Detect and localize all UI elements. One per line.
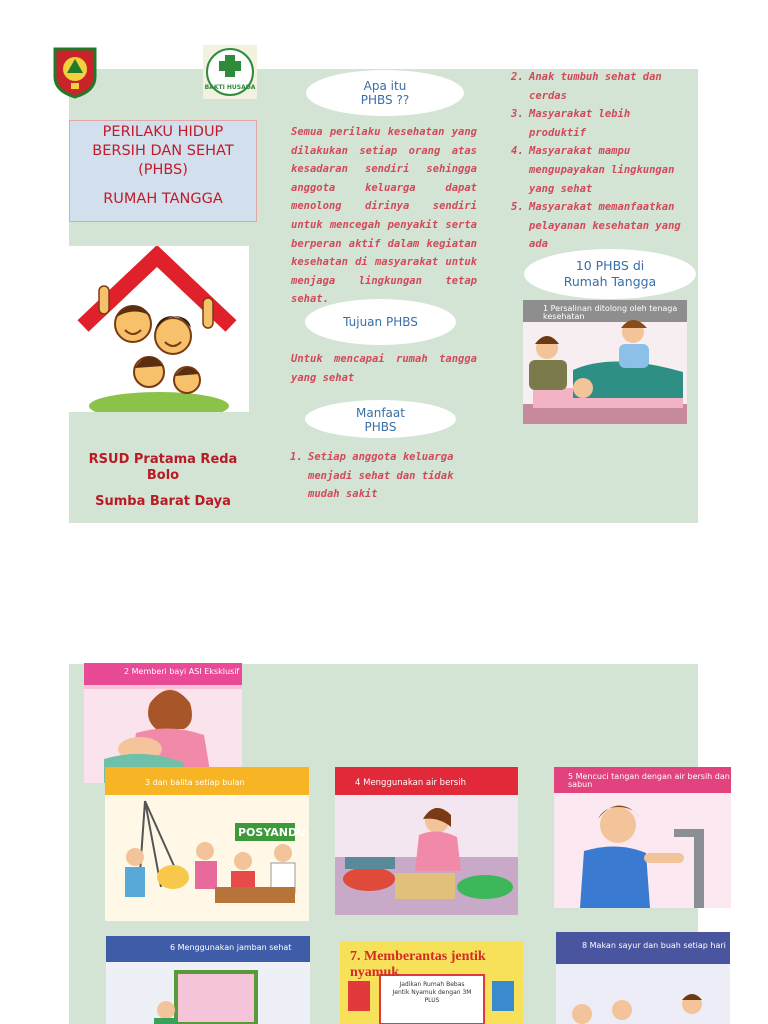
manfaat-line-1: Manfaat	[356, 406, 405, 420]
phbs-card-2-breastfeeding	[84, 663, 242, 783]
apa-itu-phbs-text: Semua perilaku kesehatan yang dilakukan setiap orang atas kesadaran sendiri sehingga anggota keluarga dapat menolong dirinya sendiri untuk mencegah penyakit serta berperan aktif dalam kegiatan kesehatan di masyarakat untuk menjaga lingkungan tetap sehat.	[291, 126, 477, 306]
manfaat-item: 3. Masyarakat lebih produktif	[511, 108, 631, 139]
manfaat-phbs-heading	[305, 400, 456, 438]
ten-phbs-line-2: Rumah Tangga	[563, 274, 657, 289]
card-7-poster-text: Jadikan Rumah Bebas Jentik Nyamuk dengan 3M PLUS	[392, 981, 472, 1004]
card-5-caption: 5 Mencuci tangan dengan air bersih dan sabun	[568, 772, 730, 789]
manfaat-item: 2. Anak tumbuh sehat dan cerdas	[511, 71, 662, 102]
phbs-card-4-clean-water	[335, 767, 518, 915]
phbs-card-5-handwashing	[554, 767, 731, 908]
manfaat-item: 5. Masyarakat memanfaatkan pelayanan kesehatan yang ada	[511, 201, 681, 251]
bakti-husada-logo	[203, 45, 257, 99]
posyandu-sign: POSYANDU	[238, 826, 307, 839]
phbs-card-6-latrine	[106, 936, 310, 1024]
card-3-caption: 3 dan balita setiap bulan	[145, 778, 245, 787]
phbs-card-8-vegetables	[556, 932, 730, 1024]
phbs-card-1-childbirth	[523, 300, 687, 424]
org-line-3: Sumba Barat Daya	[95, 494, 231, 509]
org-line-2: Bolo	[146, 468, 180, 483]
tujuan-phbs-text: Untuk mencapai rumah tangga yang sehat	[291, 353, 477, 384]
manfaat-item: 1. Setiap anggota keluarga menjadi sehat dan tidak mudah sakit	[290, 451, 454, 501]
card-4-caption: 4 Menggunakan air bersih	[355, 778, 466, 788]
apa-itu-phbs-heading	[306, 70, 464, 116]
card-1-caption: 1 Persalinan ditolong oleh tenaga kesehatan	[543, 304, 678, 321]
card-7-caption: 7. Memberantas jentik nyamuk	[350, 949, 486, 980]
organization-name	[69, 452, 257, 510]
manfaat-item: 4. Masyarakat mampu mengupayakan lingkungan yang sehat	[511, 145, 675, 195]
tujuan-phbs-heading	[305, 299, 456, 345]
title-line-3: (PHBS)	[138, 162, 188, 178]
phbs-card-3-posyandu	[105, 767, 309, 921]
org-line-1: RSUD Pratama Reda	[88, 452, 238, 467]
ten-phbs-heading	[524, 249, 696, 299]
apa-itu-line-2: PHBS ??	[360, 93, 410, 107]
ten-phbs-line-1: 10 PHBS di	[575, 258, 645, 273]
manfaat-line-2: PHBS	[364, 420, 397, 434]
title-line-4: RUMAH TANGGA	[103, 191, 223, 207]
tujuan-phbs-label: Tujuan PHBS	[343, 315, 418, 329]
apa-itu-line-1: Apa itu	[363, 79, 407, 93]
card-6-caption: 6 Menggunakan jamban sehat	[170, 943, 292, 952]
manfaat-list-col-1	[290, 448, 476, 504]
leaflet-title-box	[69, 120, 257, 222]
family-house-illustration	[69, 246, 249, 412]
title-line-1: PERILAKU HIDUP	[102, 124, 224, 140]
regency-logo	[51, 45, 99, 99]
manfaat-list-col-2	[511, 68, 683, 254]
card-8-caption: 8 Makan sayur dan buah setiap hari	[582, 941, 726, 950]
bakti-husada-logo-text: BAKTI HUSADA	[204, 84, 256, 91]
phbs-card-7-mosquito-larvae	[340, 941, 523, 1024]
card-2-caption: 2 Memberi bayi ASI Eksklusif	[124, 667, 240, 676]
title-line-2: BERSIH DAN SEHAT	[92, 143, 234, 159]
